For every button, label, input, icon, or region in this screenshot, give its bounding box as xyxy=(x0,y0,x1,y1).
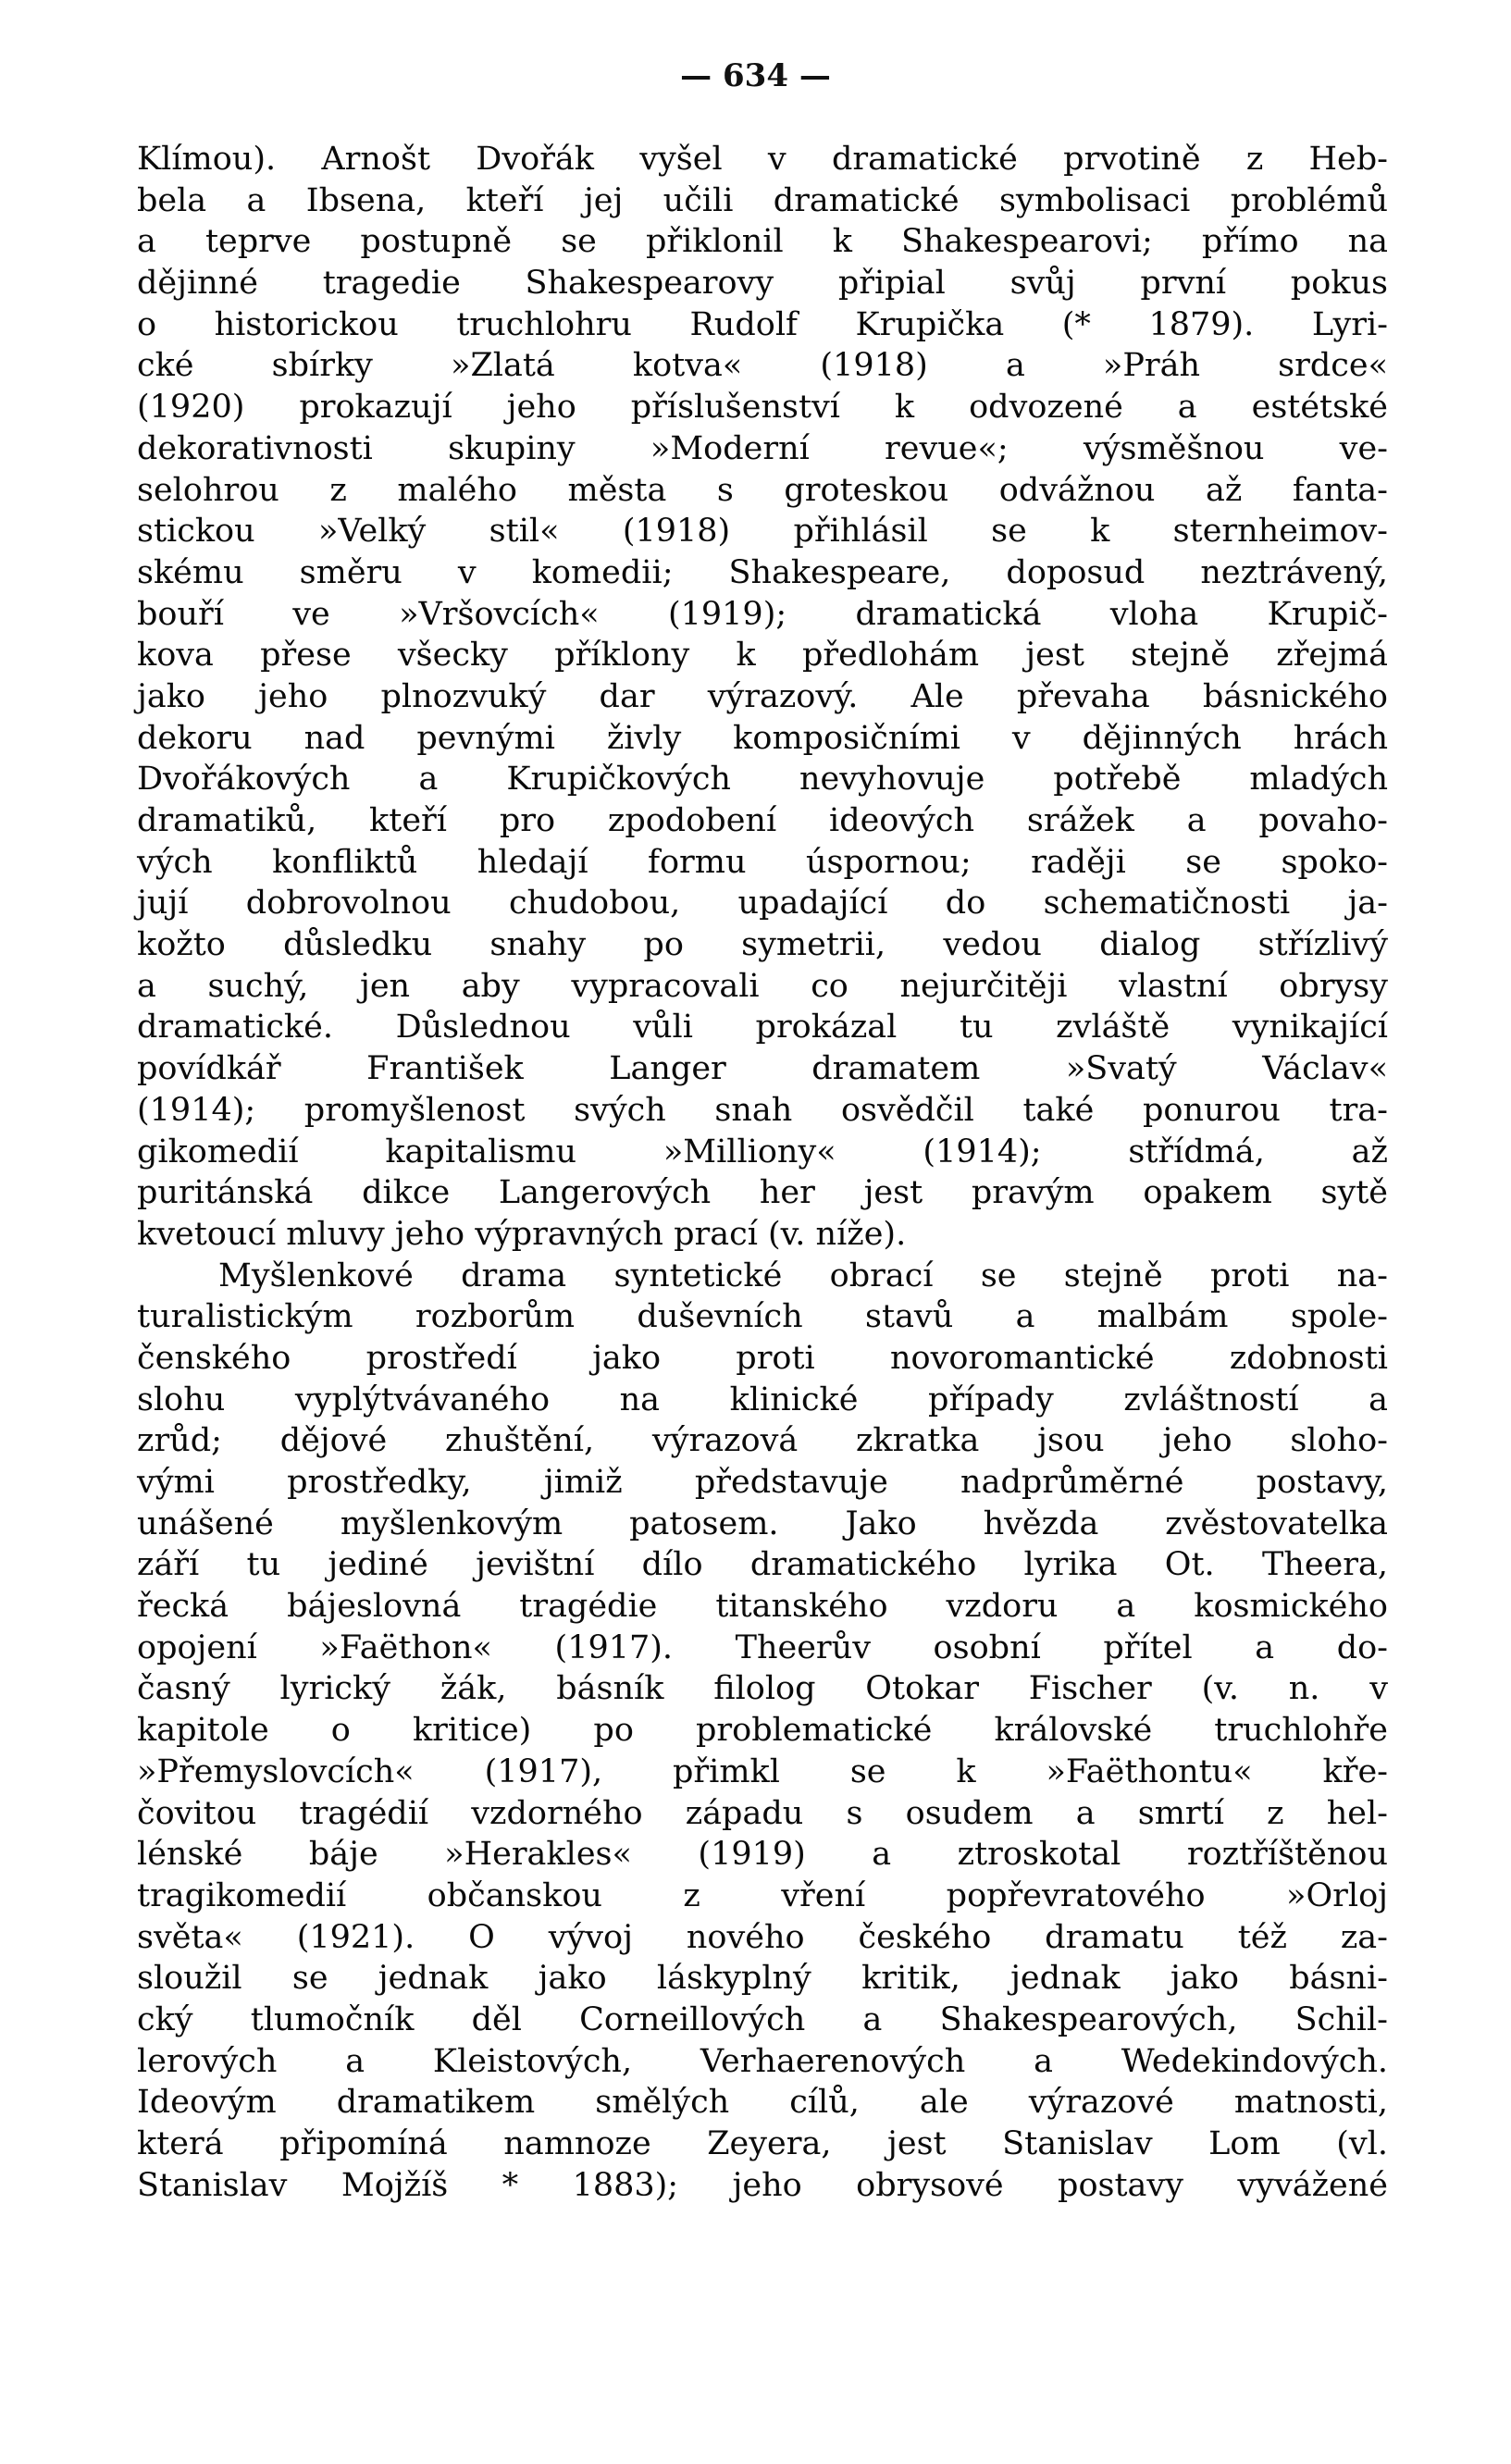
text-line: světa« (1921). O vývoj nového českého dramatu též za- xyxy=(137,1918,1388,1956)
text-line: zrůd; dějové zhuštění, výrazová zkratka jsou jeho sloho- xyxy=(137,1422,1388,1460)
text-line: jují dobrovolnou chudobou, upadající do schematičnosti ja- xyxy=(137,885,1388,922)
text-line: opojení »Faëthon« (1917). Theerův osobní přítel a do- xyxy=(137,1628,1388,1666)
text-line: cký tlumočník děl Corneillových a Shakespearových, Schil- xyxy=(137,2000,1388,2038)
text-line: stickou »Velký stil« (1918) přihlásil se k sternheimov- xyxy=(137,513,1388,551)
text-line: povídkář František Langer dramatem »Svatý Václav« xyxy=(137,1050,1388,1088)
text-line: o historickou truchlohru Rudolf Krupička (* 1879). Lyri- xyxy=(137,305,1388,343)
text-line: Ideovým dramatikem smělých cílů, ale výrazové matnosti, xyxy=(137,2084,1388,2122)
paragraph-start-line: Myšlenkové drama syntetické obrací se stejně proti na- xyxy=(218,1257,1388,1294)
page-number: — 634 — xyxy=(680,57,831,94)
text-line: a teprve postupně se přiklonil k Shakespearovi; přímo na xyxy=(137,223,1388,261)
text-line: a suchý, jen aby vypracovali co nejurčitěji vlastní obrysy xyxy=(137,967,1388,1005)
text-line: čenského prostředí jako proti novoromantické zdobnosti xyxy=(137,1339,1388,1377)
text-line: slohu vyplýtvávaného na klinické případy zvláštností a xyxy=(137,1381,1388,1418)
text-line: lénské báje »Herakles« (1919) a ztroskotal roztříštěnou xyxy=(137,1836,1388,1874)
text-line: dekoru nad pevnými živly komposičními v dějinných hrách xyxy=(137,719,1388,757)
text-line: dějinné tragedie Shakespearovy připial svůj první pokus xyxy=(137,265,1388,303)
text-line: turalistickým rozborům duševních stavů a malbám spole- xyxy=(137,1298,1388,1336)
text-line: kova přese všecky příklony k předlohám jest stejně zřejmá xyxy=(137,637,1388,675)
text-line: gikomedií kapitalismu »Milliony« (1914); střídmá, až xyxy=(137,1133,1388,1170)
text-line: (1920) prokazují jeho příslušenství k odvozené a estétské xyxy=(137,389,1388,427)
text-line: vých konfliktů hledají formu úspornou; raději se spoko- xyxy=(137,843,1388,881)
text-line: sloužil se jednak jako láskyplný kritik, jednak jako básni- xyxy=(137,1960,1388,1998)
text-line: kvetoucí mluvy jeho výpravných prací (v. níže). xyxy=(137,1215,907,1253)
text-line: která připomíná namnoze Zeyera, jest Stanislav Lom (vl. xyxy=(137,2125,1388,2162)
body-text xyxy=(137,139,1388,2206)
text-line: časný lyrický žák, básník filolog Otokar Fischer (v. n. v xyxy=(137,1670,1388,1708)
text-line: čovitou tragédií vzdorného západu s osudem a smrtí z hel- xyxy=(137,1794,1388,1832)
text-line: skému směru v komedii; Shakespeare, doposud neztrávený, xyxy=(137,553,1388,591)
text-line: (1914); promyšlenost svých snah osvědčil také ponurou tra- xyxy=(137,1091,1388,1129)
text-line: dramatické. Důslednou vůli prokázal tu zvláště vynikající xyxy=(137,1009,1388,1046)
text-line: Klímou). Arnošt Dvořák vyšel v dramatické prvotině z Heb- xyxy=(137,141,1388,178)
text-line: lerových a Kleistových, Verhaerenových a Wedekindových. xyxy=(137,2042,1388,2080)
text-line: tragikomedií občanskou z vření popřevratového »Orloj xyxy=(137,1876,1388,1914)
text-line: září tu jediné jevištní dílo dramatického lyrika Ot. Theera, xyxy=(137,1546,1388,1584)
text-line: bouří ve »Vršovcích« (1919); dramatická vloha Krupič- xyxy=(137,595,1388,633)
text-line: Stanislav Mojžíš * 1883); jeho obrysové postavy vyvážené xyxy=(137,2166,1388,2204)
text-line: jako jeho plnozvuký dar výrazový. Ale převaha básnického xyxy=(137,677,1388,715)
text-line: kožto důsledku snahy po symetrii, vedou dialog střízlivý xyxy=(137,926,1388,964)
text-line: selohrou z malého města s groteskou odvážnou až fanta- xyxy=(137,471,1388,509)
text-line: puritánská dikce Langerových her jest pravým opakem sytě xyxy=(137,1174,1388,1212)
text-line: řecká bájeslovná tragédie titanského vzdoru a kosmického xyxy=(137,1588,1388,1626)
text-line: vými prostředky, jimiž představuje nadprůměrné postavy, xyxy=(137,1464,1388,1501)
text-line: cké sbírky »Zlatá kotva« (1918) a »Práh srdce« xyxy=(137,347,1388,385)
text-line: kapitole o kritice) po problematické královské truchlohře xyxy=(137,1712,1388,1750)
text-line: dramatiků, kteří pro zpodobení ideových srážek a povaho- xyxy=(137,802,1388,839)
text-line: dekorativnosti skupiny »Moderní revue«; výsměšnou ve- xyxy=(137,429,1388,467)
text-line: »Přemyslovcích« (1917), přimkl se k »Faëthontu« kře- xyxy=(137,1752,1388,1790)
text-line: bela a Ibsena, kteří jej učili dramatické symbolisaci problémů xyxy=(137,181,1388,219)
text-line: unášené myšlenkovým patosem. Jako hvězda zvěstovatelka xyxy=(137,1504,1388,1542)
text-line: Dvořákových a Krupičkových nevyhovuje potřebě mladých xyxy=(137,761,1388,799)
